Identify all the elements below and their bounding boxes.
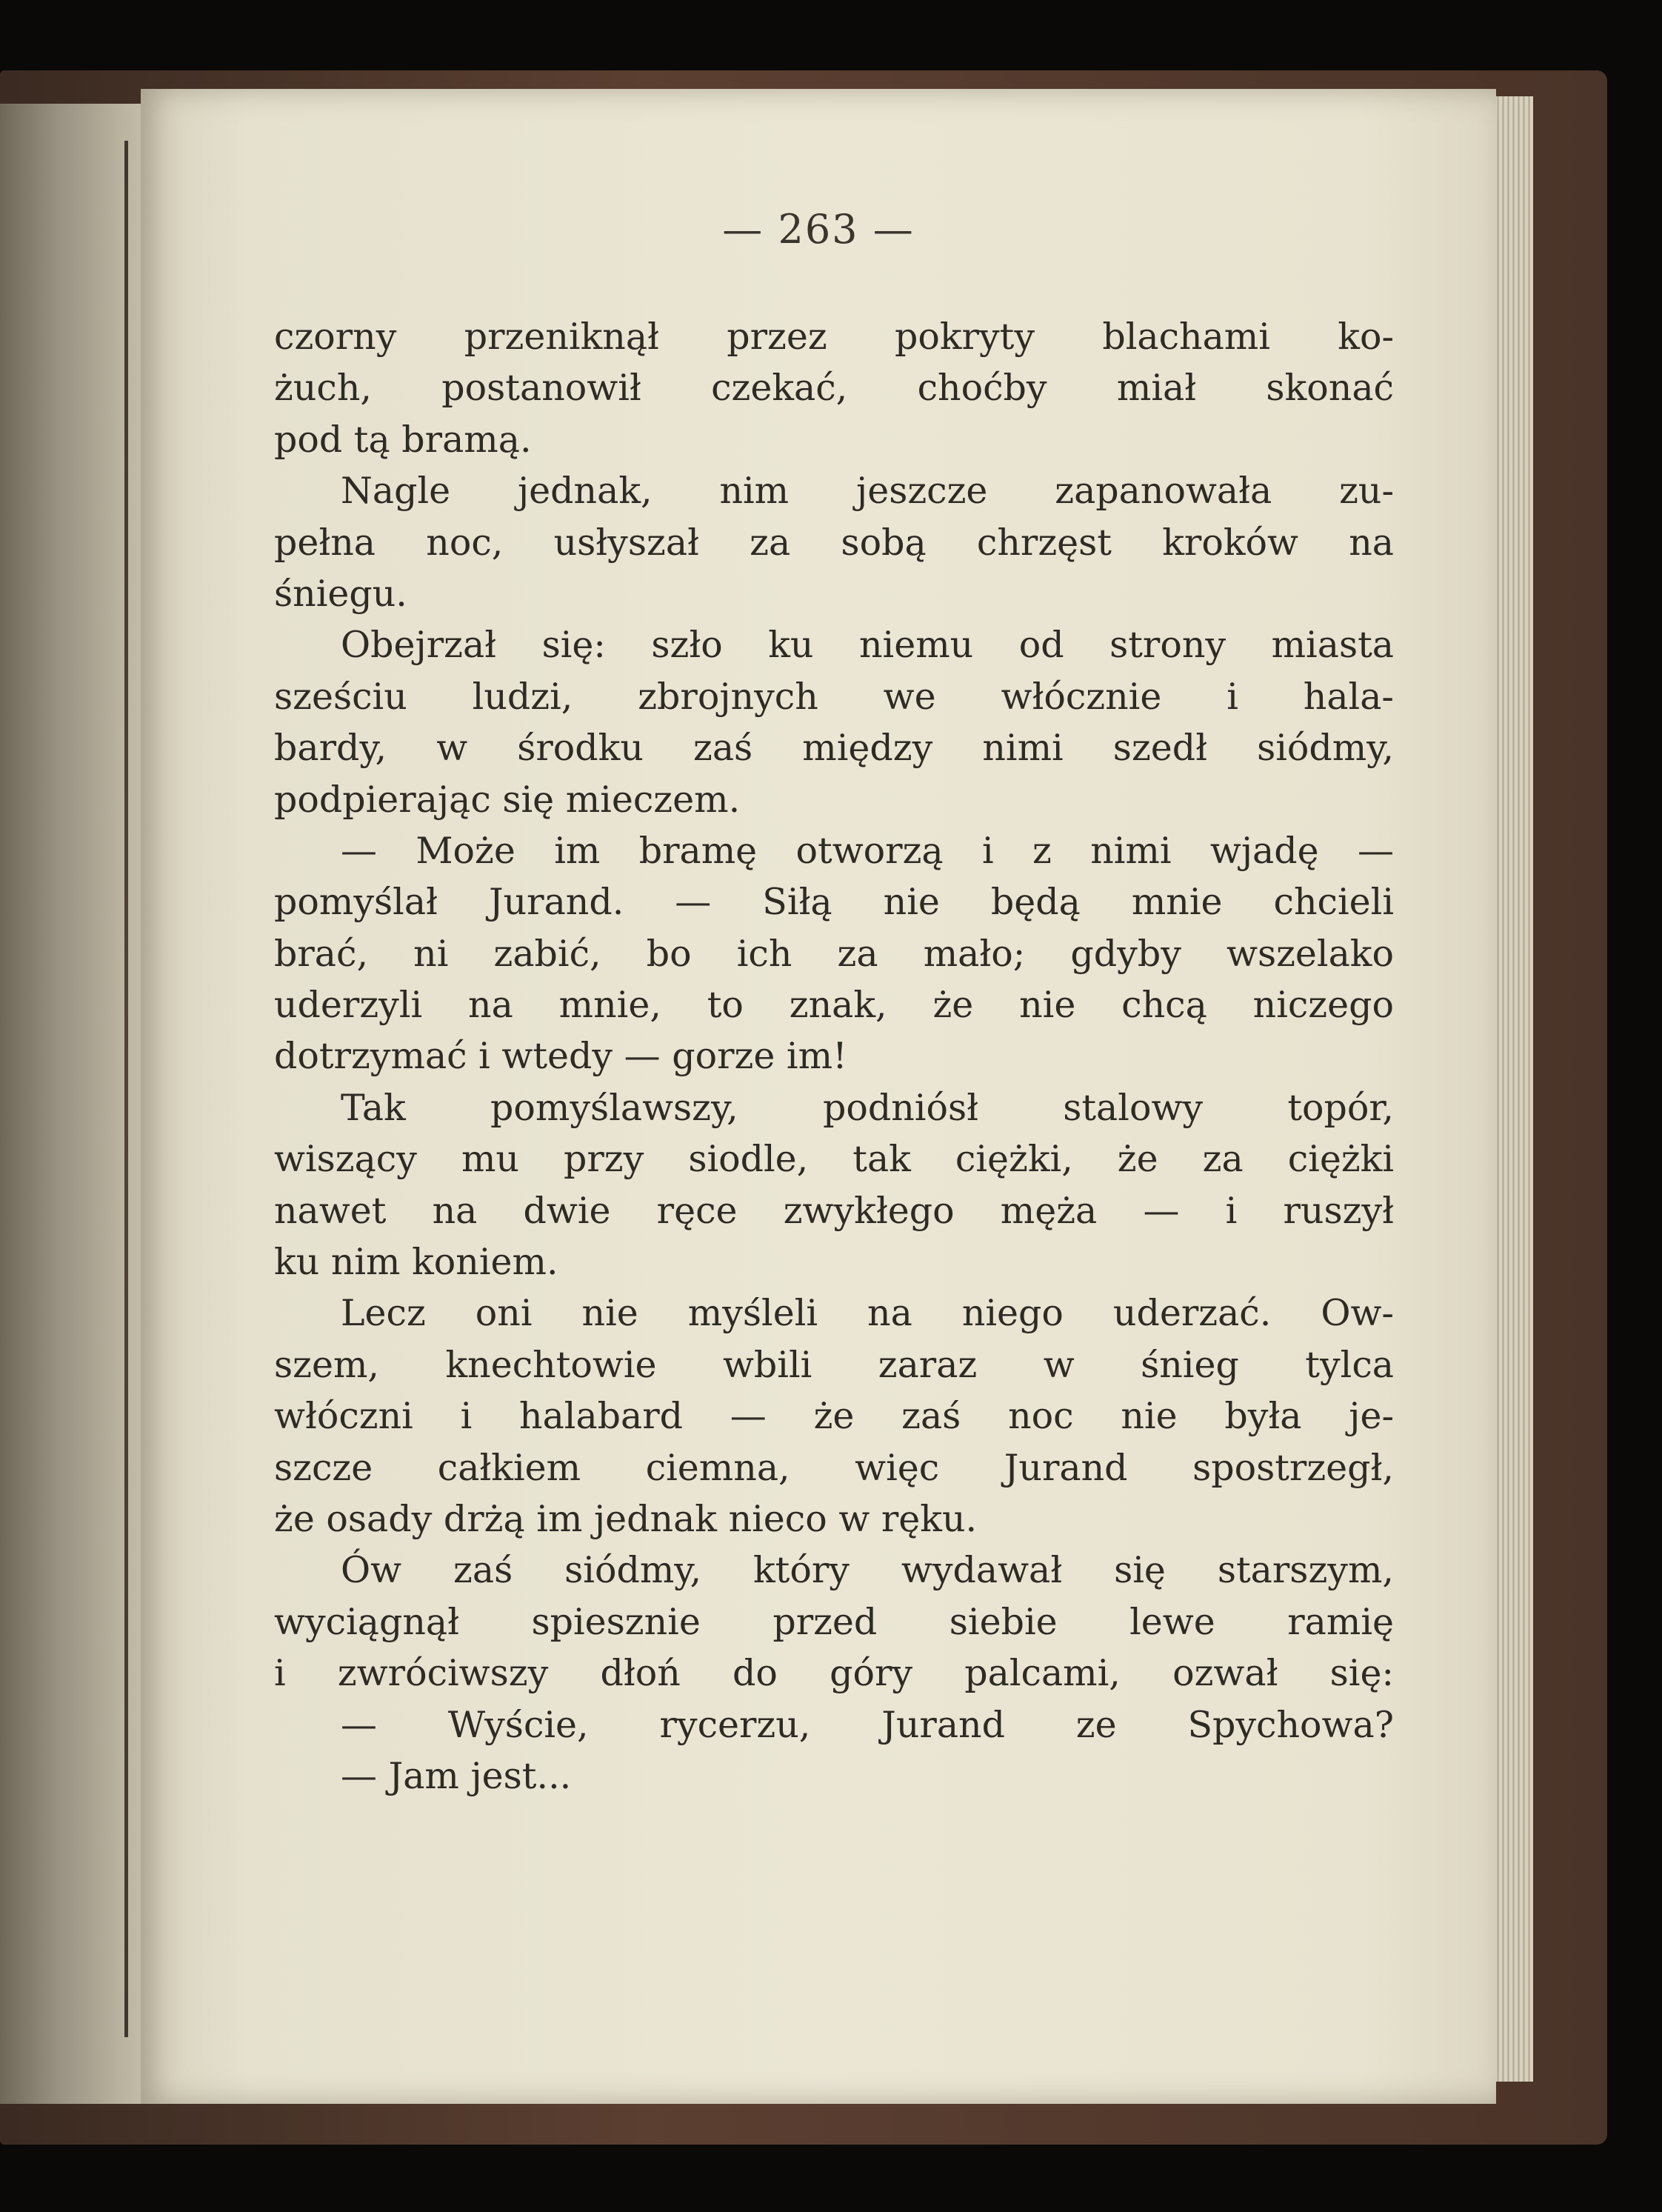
text-line: Obejrzał się: szło ku niemu od strony miasta: [341, 624, 1394, 667]
text-line: pełna noc, usłyszał za sobą chrzęst kroków na: [274, 521, 1394, 564]
text-line: wiszący mu przy siodle, tak ciężki, że za ciężki: [274, 1138, 1394, 1181]
text-line: pod tą bramą.: [274, 418, 532, 461]
text-line: czorny przeniknął przez pokryty blachami ko-: [274, 316, 1394, 358]
text-line: włóczni i halabard — że zaś noc nie była je-: [274, 1395, 1394, 1438]
gutter-binding: [124, 141, 128, 2037]
text-line: i zwróciwszy dłoń do góry palcami, ozwał się:: [274, 1652, 1394, 1695]
book-page: [141, 89, 1496, 2104]
text-line: sześciu ludzi, zbrojnych we włócznie i hala-: [274, 675, 1394, 718]
text-line: śniegu.: [274, 572, 407, 615]
text-line: bardy, w środku zaś między nimi szedł siódmy,: [274, 727, 1394, 770]
text-line: szcze całkiem ciemna, więc Jurand spostrzegł,: [274, 1446, 1394, 1489]
text-line: Tak pomyślawszy, podniósł stalowy topór,: [341, 1086, 1394, 1129]
text-line: dotrzymać i wtedy — gorze im!: [274, 1035, 847, 1078]
text-line: Lecz oni nie myśleli na niego uderzać. Ow-: [341, 1292, 1394, 1335]
text-line: podpierając się mieczem.: [274, 778, 741, 821]
text-line: uderzyli na mnie, to znak, że nie chcą niczego: [274, 984, 1394, 1027]
text-line: że osady drżą im jednak nieco w ręku.: [274, 1497, 978, 1540]
text-line: żuch, postanowił czekać, choćby miał skonać: [274, 367, 1394, 410]
text-line: ku nim koniem.: [274, 1241, 558, 1284]
text-line: nawet na dwie ręce zwykłego męża — i ruszył: [274, 1189, 1394, 1232]
page-number: — 263 —: [722, 206, 915, 253]
text-line: — Jam jest...: [341, 1754, 572, 1797]
text-line: Ów zaś siódmy, który wydawał się starszym,: [341, 1549, 1394, 1592]
text-line: — Wyście, rycerzu, Jurand ze Spychowa?: [341, 1703, 1394, 1746]
text-line: szem, knechtowie wbili zaraz w śnieg tylca: [274, 1343, 1394, 1386]
text-line: wyciągnął spiesznie przed siebie lewe ramię: [274, 1600, 1394, 1643]
text-line: — Może im bramę otworzą i z nimi wjadę —: [341, 829, 1394, 872]
body-text: [274, 311, 1394, 1802]
text-line: brać, ni zabić, bo ich za mało; gdyby wszelako: [274, 932, 1394, 975]
text-line: Nagle jednak, nim jeszcze zapanowała zu-: [341, 470, 1394, 513]
text-line: pomyślał Jurand. — Siłą nie będą mnie chcieli: [274, 881, 1394, 924]
